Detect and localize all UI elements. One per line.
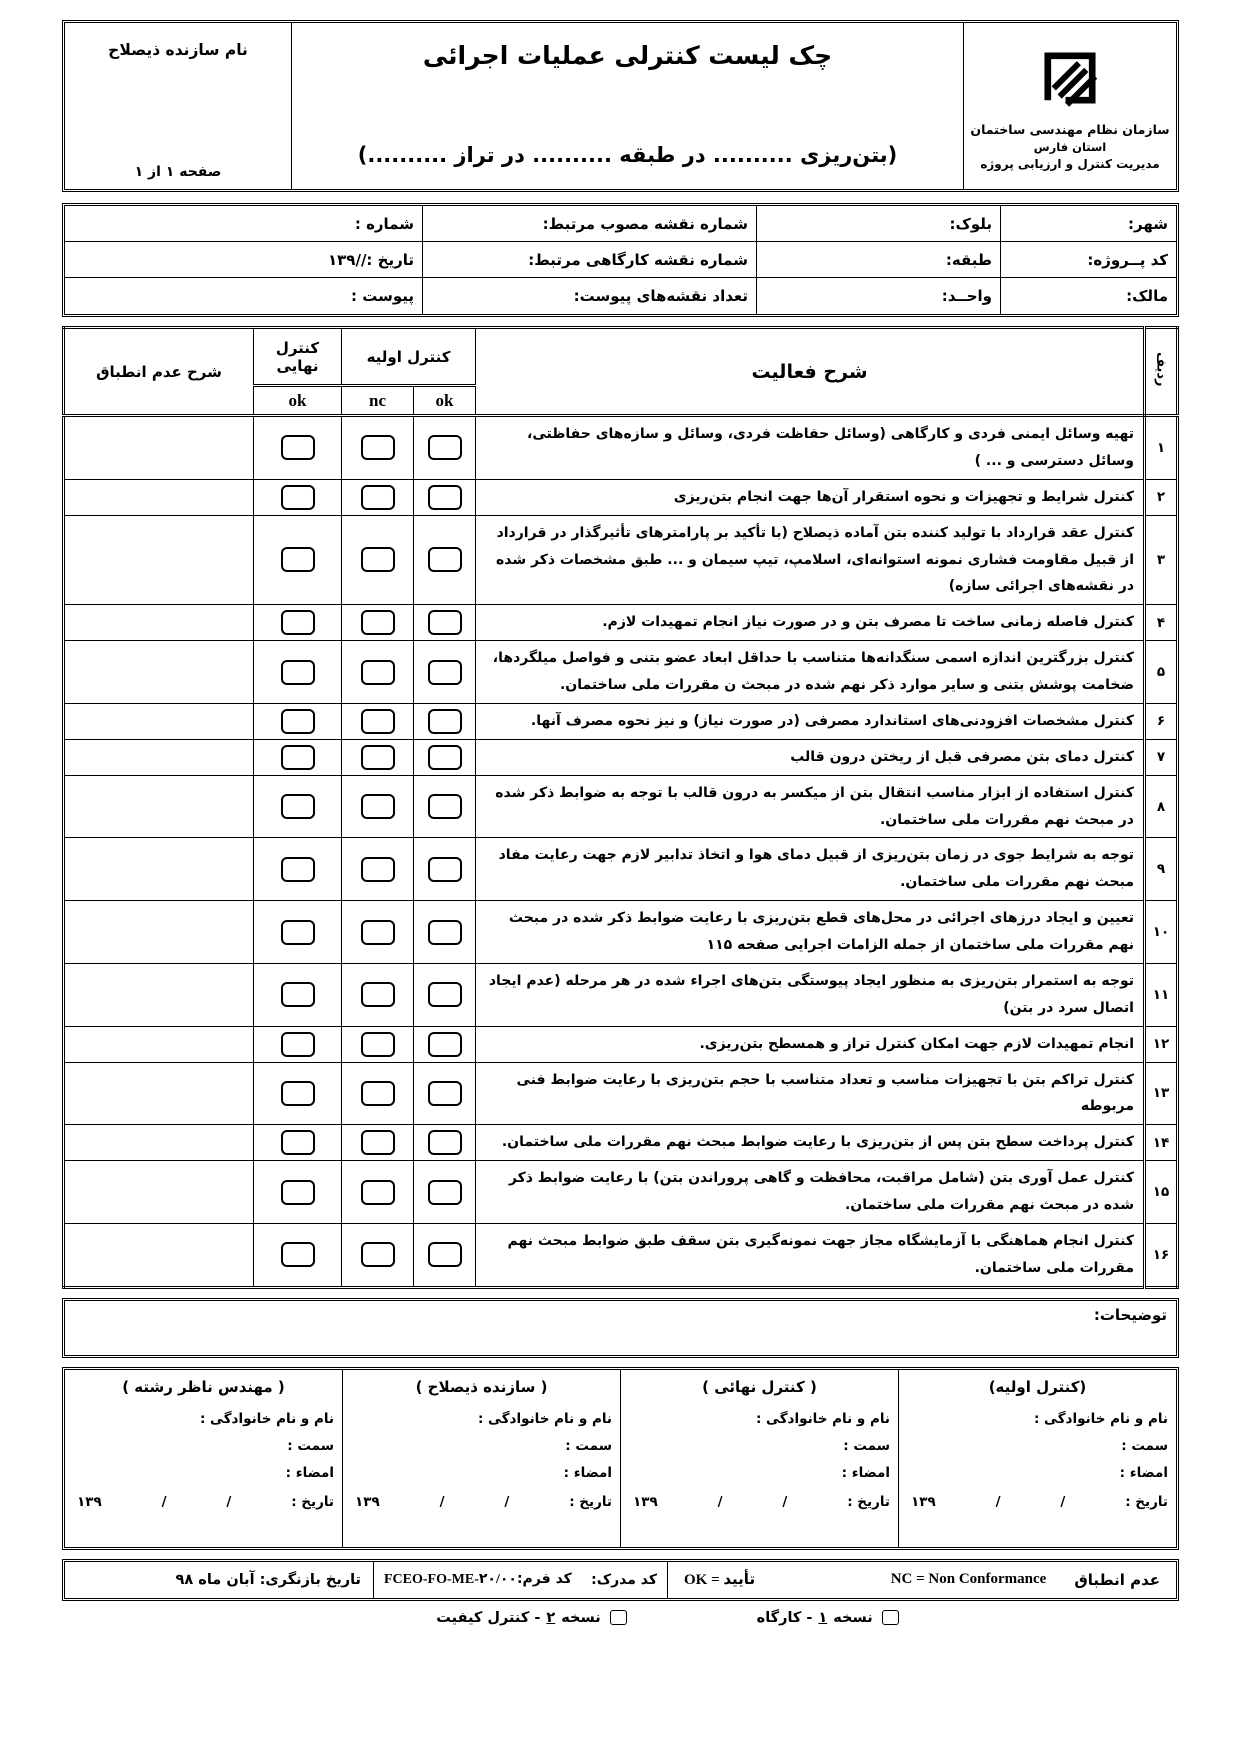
name-field[interactable]: نام و نام خانوادگی : bbox=[1033, 1410, 1168, 1427]
organization-block bbox=[963, 23, 1176, 189]
nc-value: NC = Non Conformance bbox=[890, 1571, 1047, 1588]
date-label: تاریخ : bbox=[291, 1493, 334, 1510]
final-ok-cell bbox=[254, 479, 342, 515]
row-number: ۸ bbox=[1145, 775, 1178, 838]
row-number: ۹ bbox=[1145, 838, 1178, 901]
builder-name-block bbox=[65, 23, 291, 189]
nonconformance-cell[interactable] bbox=[64, 479, 254, 515]
initial-ok-cell bbox=[414, 1161, 476, 1224]
activity-text: کنترل عقد قرارداد با تولید کننده بتن آماده ذیصلاح (با تأکید بر پارامترهای تأثیرگذار در قرارداد از قبیل مقاومت فشاری نمونه استوانه‌ای، اسلامپ، تیپ سیمان و ... طبق مشخصات ذکر شده در نقشه‌های اجرائی سازه) bbox=[476, 515, 1145, 605]
final-ok-cell bbox=[254, 1223, 342, 1287]
initial-ok-checkbox[interactable] bbox=[428, 920, 462, 945]
signature-table bbox=[62, 1367, 1179, 1550]
date-slash: / bbox=[360, 250, 367, 269]
nonconformance-cell[interactable] bbox=[64, 963, 254, 1026]
checklist-row bbox=[64, 1223, 1178, 1287]
row-number: ۱۵ bbox=[1145, 1161, 1178, 1224]
activity-text: تهیه وسائل ایمنی فردی و کارگاهی (وسائل حفاظت فردی، وسائل و سازه‌های حفاظتی، وسائل دسترسی و ... ) bbox=[476, 416, 1145, 480]
initial-nc-cell bbox=[342, 479, 414, 515]
row-number: ۱۲ bbox=[1145, 1026, 1178, 1062]
initial-ok-checkbox[interactable] bbox=[428, 1032, 462, 1057]
initial-nc-checkbox[interactable] bbox=[361, 1081, 395, 1106]
initial-nc-checkbox[interactable] bbox=[361, 660, 395, 685]
signature-column bbox=[65, 1370, 342, 1547]
initial-ok-checkbox[interactable] bbox=[428, 745, 462, 770]
position-field[interactable]: سمت : bbox=[1121, 1437, 1168, 1454]
initial-ok-cell bbox=[414, 901, 476, 964]
final-ok-checkbox[interactable] bbox=[281, 435, 315, 460]
checklist-row bbox=[64, 641, 1178, 704]
final-ok-checkbox[interactable] bbox=[281, 1180, 315, 1205]
date-year: ۱۳۹ bbox=[355, 1493, 380, 1510]
project-code-field[interactable]: کد پــروژه: bbox=[1000, 242, 1176, 278]
initial-nc-checkbox[interactable] bbox=[361, 794, 395, 819]
checklist-row bbox=[64, 1161, 1178, 1224]
initial-ok-cell bbox=[414, 515, 476, 605]
row-number: ۳ bbox=[1145, 515, 1178, 605]
initial-ok-cell bbox=[414, 416, 476, 480]
final-ok-cell bbox=[254, 416, 342, 480]
number-field[interactable]: شماره : bbox=[65, 206, 422, 242]
approved-drawing-field[interactable]: شماره نقشه مصوب مرتبط: bbox=[422, 206, 756, 242]
project-info-grid bbox=[62, 203, 1179, 317]
checklist-row bbox=[64, 1026, 1178, 1062]
signature-title: ( کنترل نهائی ) bbox=[702, 1377, 817, 1396]
initial-ok-checkbox[interactable] bbox=[428, 857, 462, 882]
activity-text: کنترل تراکم بتن با تجهیزات مناسب و تعداد متناسب با حجم بتن‌ریزی با رعایت ضوابط فنی مربوطه bbox=[476, 1062, 1145, 1125]
initial-nc-cell bbox=[342, 775, 414, 838]
final-ok-checkbox[interactable] bbox=[281, 982, 315, 1007]
initial-nc-cell bbox=[342, 515, 414, 605]
activity-header: شرح فعالیت bbox=[476, 328, 1145, 416]
final-ok-checkbox[interactable] bbox=[281, 1130, 315, 1155]
builder-name-label: نام سازنده ذیصلاح bbox=[108, 41, 248, 59]
checklist-row bbox=[64, 775, 1178, 838]
date-slash: / bbox=[504, 1493, 510, 1510]
notes-label: توضیحات: bbox=[1093, 1305, 1167, 1324]
site-drawing-field[interactable]: شماره نقشه کارگاهی مرتبط: bbox=[422, 242, 756, 278]
initial-ok-cell bbox=[414, 1223, 476, 1287]
initial-nc-checkbox[interactable] bbox=[361, 920, 395, 945]
activity-text: کنترل انجام هماهنگی با آزمایشگاه مجاز جهت نمونه‌گیری بتن سقف طبق ضوابط مبحث نهم مقررات ملی ساختمان. bbox=[476, 1223, 1145, 1287]
final-ok-checkbox[interactable] bbox=[281, 660, 315, 685]
final-ok-checkbox[interactable] bbox=[281, 745, 315, 770]
activity-text: انجام تمهیدات لازم جهت امکان کنترل تراز و همسطح بتن‌ریزی. bbox=[476, 1026, 1145, 1062]
activity-text: کنترل دمای بتن مصرفی قبل از ریختن درون قالب bbox=[476, 739, 1145, 775]
activity-text: کنترل پرداخت سطح بتن پس از بتن‌ریزی با رعایت ضوابط مبحث نهم مقررات ملی ساختمان. bbox=[476, 1125, 1145, 1161]
notes-area[interactable] bbox=[62, 1298, 1179, 1358]
initial-ok-checkbox[interactable] bbox=[428, 1130, 462, 1155]
date-label: تاریخ : bbox=[569, 1493, 612, 1510]
initial-nc-checkbox[interactable] bbox=[361, 1032, 395, 1057]
initial-ok-cell bbox=[414, 1125, 476, 1161]
position-field[interactable]: سمت : bbox=[843, 1437, 890, 1454]
page-number: صفحه ۱ از ۱ bbox=[134, 164, 222, 180]
signature-field[interactable]: امضاء : bbox=[285, 1464, 334, 1481]
org-name: سازمان نظام مهندسی ساختمان bbox=[970, 122, 1170, 137]
nonconformance-cell[interactable] bbox=[64, 1223, 254, 1287]
final-ok-cell bbox=[254, 775, 342, 838]
checklist-body bbox=[64, 416, 1178, 1288]
initial-ok-cell bbox=[414, 703, 476, 739]
checklist-row bbox=[64, 515, 1178, 605]
final-ok-cell bbox=[254, 515, 342, 605]
date-year: ۱۳۹ bbox=[327, 250, 356, 269]
date-slash: / bbox=[439, 1493, 445, 1510]
checklist-row bbox=[64, 703, 1178, 739]
form-subtitle: (بتن‌ریزی .......... در طبقه .......... در تراز ..........) bbox=[357, 143, 898, 167]
initial-ok-cell bbox=[414, 1026, 476, 1062]
initial-ok-checkbox[interactable] bbox=[428, 1081, 462, 1106]
date-year: ۱۳۹ bbox=[633, 1493, 658, 1510]
checklist-row bbox=[64, 1125, 1178, 1161]
row-number: ۲ bbox=[1145, 479, 1178, 515]
initial-nc-checkbox[interactable] bbox=[361, 709, 395, 734]
nonconformance-cell[interactable] bbox=[64, 1026, 254, 1062]
final-ok-cell bbox=[254, 703, 342, 739]
initial-nc-checkbox[interactable] bbox=[361, 1130, 395, 1155]
activity-text: کنترل عمل آوری بتن (شامل مراقبت، محافظت و گاهی پروراندن بتن) با رعایت ضوابط ذکر شده در مبحث نهم مقررات ملی ساختمان. bbox=[476, 1161, 1145, 1224]
floor-field[interactable]: طبقه: bbox=[756, 242, 1000, 278]
row-number-header: ردیف bbox=[1145, 328, 1178, 416]
nonconformance-cell[interactable] bbox=[64, 1125, 254, 1161]
signature-date-field[interactable] bbox=[907, 1494, 1168, 1510]
final-ok-header: ok bbox=[254, 386, 342, 416]
block-field[interactable]: بلوک: bbox=[756, 206, 1000, 242]
initial-nc-checkbox[interactable] bbox=[361, 547, 395, 572]
copy-item bbox=[757, 1610, 899, 1626]
ok-legend: تأیید = OK bbox=[684, 1572, 756, 1589]
initial-ok-cell bbox=[414, 775, 476, 838]
signature-column bbox=[898, 1370, 1176, 1547]
signature-column bbox=[342, 1370, 620, 1547]
nonconformance-header: شرح عدم انطباق bbox=[64, 328, 254, 416]
checklist-row bbox=[64, 739, 1178, 775]
final-ok-cell bbox=[254, 1125, 342, 1161]
initial-ok-checkbox[interactable] bbox=[428, 485, 462, 510]
date-slash: / bbox=[355, 250, 361, 269]
initial-nc-cell bbox=[342, 1223, 414, 1287]
position-field[interactable]: سمت : bbox=[287, 1437, 334, 1454]
initial-ok-cell bbox=[414, 963, 476, 1026]
date-year: ۱۳۹ bbox=[77, 1493, 102, 1510]
legend-cell bbox=[667, 1562, 1176, 1598]
initial-nc-cell bbox=[342, 416, 414, 480]
signature-field[interactable]: امضاء : bbox=[563, 1464, 612, 1481]
final-ok-cell bbox=[254, 1026, 342, 1062]
date-slash: / bbox=[717, 1493, 723, 1510]
form-title: چک لیست کنترلی عملیات اجرائی bbox=[422, 41, 833, 70]
attached-drawings-field[interactable]: تعداد نقشه‌های پیوست: bbox=[422, 278, 756, 314]
initial-ok-checkbox[interactable] bbox=[428, 1180, 462, 1205]
signature-field[interactable]: امضاء : bbox=[1119, 1464, 1168, 1481]
nonconformance-cell[interactable] bbox=[64, 901, 254, 964]
nonconformance-cell[interactable] bbox=[64, 703, 254, 739]
row-number: ۱ bbox=[1145, 416, 1178, 480]
nonconformance-cell[interactable] bbox=[64, 605, 254, 641]
row-number: ۶ bbox=[1145, 703, 1178, 739]
signature-date-field[interactable] bbox=[351, 1494, 612, 1510]
final-ok-cell bbox=[254, 739, 342, 775]
nonconformance-cell[interactable] bbox=[64, 1062, 254, 1125]
checklist-row bbox=[64, 605, 1178, 641]
initial-ok-cell bbox=[414, 479, 476, 515]
final-ok-checkbox[interactable] bbox=[281, 547, 315, 572]
final-ok-checkbox[interactable] bbox=[281, 709, 315, 734]
initial-nc-checkbox[interactable] bbox=[361, 610, 395, 635]
checklist-table bbox=[62, 326, 1179, 1289]
final-ok-cell bbox=[254, 605, 342, 641]
org-department: مدیریت کنترل و ارزیابی پروژه bbox=[980, 157, 1160, 171]
signature-title: ( مهندس ناظر رشته ) bbox=[122, 1377, 285, 1396]
final-ok-checkbox[interactable] bbox=[281, 920, 315, 945]
organization-logo-icon bbox=[1033, 41, 1107, 119]
final-ok-checkbox[interactable] bbox=[281, 1081, 315, 1106]
initial-ok-checkbox[interactable] bbox=[428, 709, 462, 734]
final-ok-checkbox[interactable] bbox=[281, 857, 315, 882]
initial-ok-header: ok bbox=[414, 386, 476, 416]
name-field[interactable]: نام و نام خانوادگی : bbox=[477, 1410, 612, 1427]
initial-nc-checkbox[interactable] bbox=[361, 1180, 395, 1205]
checklist-row bbox=[64, 838, 1178, 901]
final-ok-cell bbox=[254, 1161, 342, 1224]
initial-nc-checkbox[interactable] bbox=[361, 485, 395, 510]
copy-label: نسخه ۱ - کارگاه bbox=[756, 1609, 873, 1626]
checklist-row bbox=[64, 416, 1178, 480]
initial-nc-cell bbox=[342, 739, 414, 775]
city-field[interactable]: شهر: bbox=[1000, 206, 1176, 242]
date-slash: / bbox=[161, 1493, 167, 1510]
initial-ok-checkbox[interactable] bbox=[428, 547, 462, 572]
date-slash: / bbox=[995, 1493, 1001, 1510]
form-header bbox=[62, 20, 1179, 192]
initial-nc-checkbox[interactable] bbox=[361, 435, 395, 460]
date-label: تاریخ : bbox=[366, 250, 414, 269]
initial-nc-cell bbox=[342, 1125, 414, 1161]
attachment-field[interactable]: پیوست : bbox=[350, 287, 414, 305]
title-block bbox=[291, 23, 963, 189]
final-ok-checkbox[interactable] bbox=[281, 1242, 315, 1267]
signature-date-field[interactable] bbox=[629, 1494, 890, 1510]
nonconformance-cell[interactable] bbox=[64, 739, 254, 775]
initial-nc-checkbox[interactable] bbox=[361, 982, 395, 1007]
date-year: ۱۳۹ bbox=[911, 1493, 936, 1510]
nc-label: عدم انطباق bbox=[1074, 1570, 1160, 1589]
final-ok-cell bbox=[254, 838, 342, 901]
row-number: ۱۳ bbox=[1145, 1062, 1178, 1125]
signature-date-field[interactable] bbox=[73, 1494, 334, 1510]
initial-nc-checkbox[interactable] bbox=[361, 745, 395, 770]
unit-field[interactable]: واحــد: bbox=[756, 278, 1000, 314]
initial-nc-cell bbox=[342, 1161, 414, 1224]
initial-ok-checkbox[interactable] bbox=[428, 435, 462, 460]
checklist-row bbox=[64, 963, 1178, 1026]
form-code: کد فرم:FCEO-FO-ME-۲۰/۰۰ bbox=[384, 1571, 572, 1588]
position-field[interactable]: سمت : bbox=[565, 1437, 612, 1454]
activity-text: کنترل فاصله زمانی ساخت تا مصرف بتن و در صورت نیاز انجام تمهیدات لازم. bbox=[476, 605, 1145, 641]
date-label: تاریخ : bbox=[1125, 1493, 1168, 1510]
row-number: ۱۴ bbox=[1145, 1125, 1178, 1161]
initial-nc-cell bbox=[342, 703, 414, 739]
footer-bar bbox=[62, 1559, 1179, 1601]
final-ok-cell bbox=[254, 963, 342, 1026]
row-number: ۱۶ bbox=[1145, 1223, 1178, 1287]
owner-field[interactable]: مالک: bbox=[1000, 278, 1176, 314]
activity-text: کنترل مشخصات افزودنی‌های استاندارد مصرفی (در صورت نیاز) و نیز نحوه مصرف آنها. bbox=[476, 703, 1145, 739]
revision-date-cell: تاریخ بازنگری: آبان ماه ۹۸ bbox=[175, 1571, 361, 1588]
initial-ok-checkbox[interactable] bbox=[428, 982, 462, 1007]
copy-item bbox=[436, 1610, 626, 1626]
activity-text: کنترل شرایط و تجهیزات و نحوه استقرار آن‌ها جهت انجام بتن‌ریزی bbox=[476, 479, 1145, 515]
initial-ok-checkbox[interactable] bbox=[428, 1242, 462, 1267]
final-ok-checkbox[interactable] bbox=[281, 794, 315, 819]
activity-text: کنترل بزرگترین اندازه اسمی سنگدانه‌ها متناسب با حداقل ابعاد عضو بتنی و فواصل میلگردها، ضخامت پوشش بتنی و سایر موارد ذکر نهم شده در مبحث ن مقررات ملی ساختمان. bbox=[476, 641, 1145, 704]
row-number: ۱۰ bbox=[1145, 901, 1178, 964]
final-ok-cell bbox=[254, 641, 342, 704]
initial-ok-cell bbox=[414, 605, 476, 641]
initial-nc-cell bbox=[342, 1026, 414, 1062]
initial-ok-checkbox[interactable] bbox=[428, 610, 462, 635]
nonconformance-cell[interactable] bbox=[64, 775, 254, 838]
copy-label: نسخه ۲ - کنترل کیفیت bbox=[436, 1609, 601, 1626]
copy-checkbox[interactable] bbox=[610, 1610, 627, 1625]
initial-ok-checkbox[interactable] bbox=[428, 794, 462, 819]
initial-ok-cell bbox=[414, 739, 476, 775]
name-field[interactable]: نام و نام خانوادگی : bbox=[755, 1410, 890, 1427]
initial-nc-cell bbox=[342, 605, 414, 641]
date-slash: / bbox=[226, 1493, 232, 1510]
nc-legend bbox=[891, 1571, 1160, 1589]
org-province: استان فارس bbox=[1033, 140, 1107, 154]
copies-row bbox=[62, 1610, 1179, 1626]
signature-title: (کنترل اولیه) bbox=[988, 1377, 1087, 1396]
nonconformance-cell[interactable] bbox=[64, 416, 254, 480]
checklist-row bbox=[64, 901, 1178, 964]
activity-text: توجه به استمرار بتن‌ریزی به منظور ایجاد پیوستگی بتن‌های اجراء شده در هر مرحله (عدم ایجاد اتصال سرد در بتن) bbox=[476, 963, 1145, 1026]
copy-checkbox[interactable] bbox=[882, 1610, 899, 1625]
initial-ok-cell bbox=[414, 1062, 476, 1125]
initial-ok-cell bbox=[414, 641, 476, 704]
row-number: ۴ bbox=[1145, 605, 1178, 641]
doc-code-label: کد مدرک: bbox=[591, 1571, 657, 1588]
activity-text: تعیین و ایجاد درزهای اجرائی در محل‌های قطع بتن‌ریزی با رعایت ضوابط ذکر شده در مبحث نهم مقررات ملی ساختمان از جمله الزامات اجرایی صفحه ۱۱۵ bbox=[476, 901, 1145, 964]
final-ok-checkbox[interactable] bbox=[281, 485, 315, 510]
row-number: ۷ bbox=[1145, 739, 1178, 775]
initial-ok-cell bbox=[414, 838, 476, 901]
name-field[interactable]: نام و نام خانوادگی : bbox=[199, 1410, 334, 1427]
activity-text: توجه به شرایط جوی در زمان بتن‌ریزی از قبیل دمای هوا و اتخاذ تدابیر لازم جهت رعایت مفاد مبحث نهم مقررات ملی ساختمان. bbox=[476, 838, 1145, 901]
nonconformance-cell[interactable] bbox=[64, 838, 254, 901]
checklist-row bbox=[64, 479, 1178, 515]
final-ok-checkbox[interactable] bbox=[281, 610, 315, 635]
initial-nc-cell bbox=[342, 641, 414, 704]
initial-control-header: کنترل اولیه bbox=[342, 328, 476, 386]
final-ok-cell bbox=[254, 901, 342, 964]
initial-nc-cell bbox=[342, 1062, 414, 1125]
initial-nc-cell bbox=[342, 838, 414, 901]
initial-nc-cell bbox=[342, 963, 414, 1026]
activity-text: کنترل استفاده از ابزار مناسب انتقال بتن از میکسر به درون قالب با توجه به ضوابط ذکر شده در مبحث نهم مقررات ملی ساختمان. bbox=[476, 775, 1145, 838]
signature-field[interactable]: امضاء : bbox=[841, 1464, 890, 1481]
initial-nc-header: nc bbox=[342, 386, 414, 416]
doc-code-cell bbox=[373, 1562, 667, 1598]
checklist-row bbox=[64, 1062, 1178, 1125]
row-number: ۱۱ bbox=[1145, 963, 1178, 1026]
final-control-header: کنترل نهایی bbox=[254, 328, 342, 386]
date-field[interactable] bbox=[65, 242, 422, 278]
nonconformance-cell[interactable] bbox=[64, 641, 254, 704]
date-slash: / bbox=[1060, 1493, 1066, 1510]
nonconformance-cell[interactable] bbox=[64, 515, 254, 605]
initial-ok-checkbox[interactable] bbox=[428, 660, 462, 685]
initial-nc-checkbox[interactable] bbox=[361, 1242, 395, 1267]
signature-column bbox=[620, 1370, 898, 1547]
nonconformance-cell[interactable] bbox=[64, 1161, 254, 1224]
final-ok-checkbox[interactable] bbox=[281, 1032, 315, 1057]
date-slash: / bbox=[782, 1493, 788, 1510]
final-ok-cell bbox=[254, 1062, 342, 1125]
signature-title: ( سازنده ذیصلاح ) bbox=[415, 1377, 548, 1396]
date-label: تاریخ : bbox=[847, 1493, 890, 1510]
row-number: ۵ bbox=[1145, 641, 1178, 704]
initial-nc-checkbox[interactable] bbox=[361, 857, 395, 882]
initial-nc-cell bbox=[342, 901, 414, 964]
